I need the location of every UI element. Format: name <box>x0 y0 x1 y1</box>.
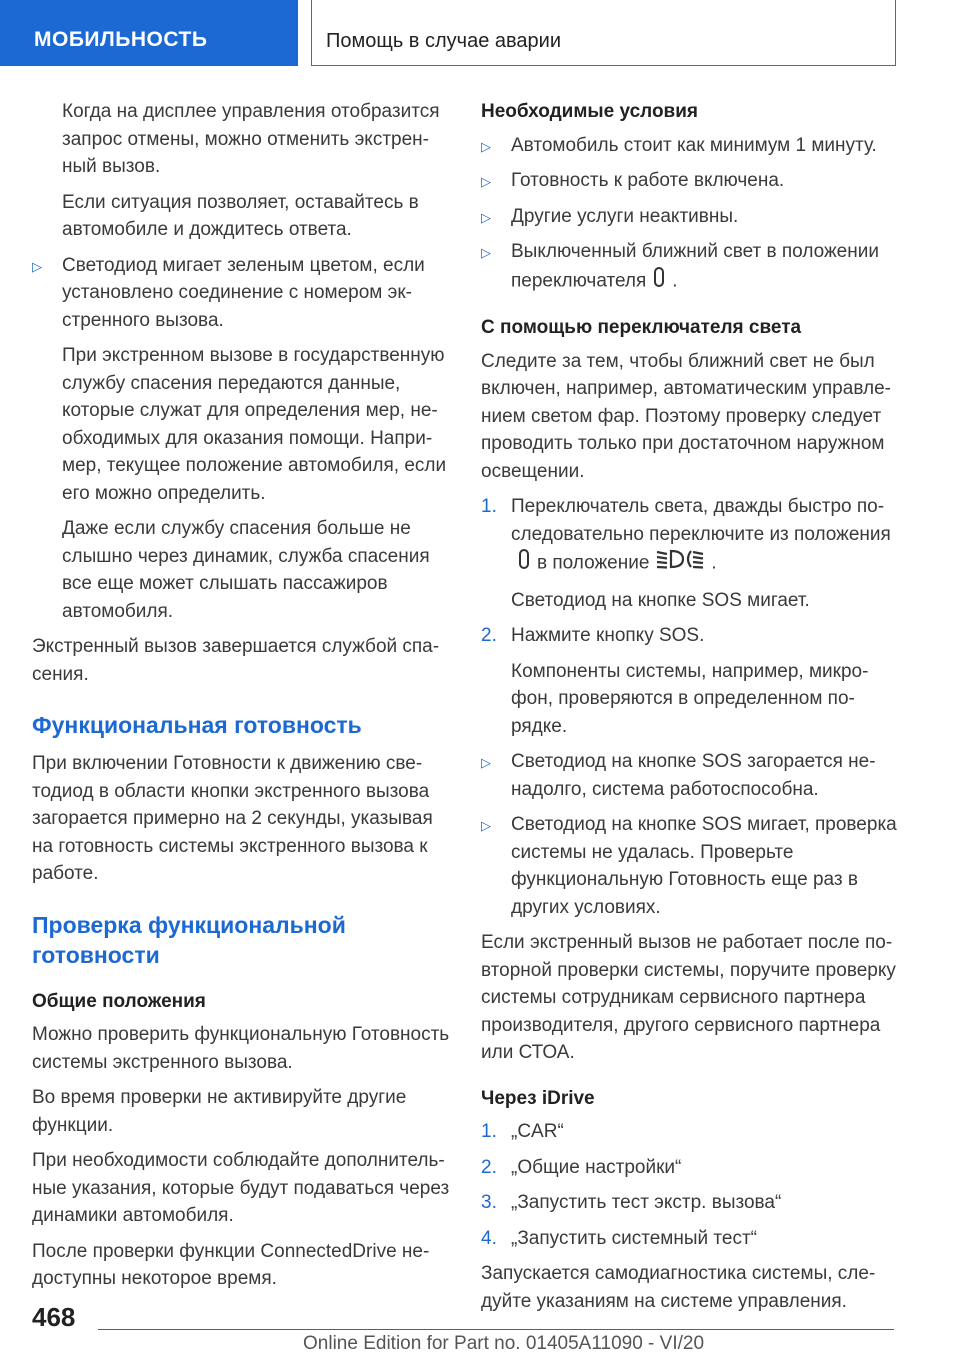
list-item: 2. „Общие настройки“ <box>481 1154 901 1182</box>
triangle-bullet-icon: ▷ <box>32 258 42 274</box>
subheading-requirements: Необходимые условия <box>481 101 699 122</box>
step-number: 2. <box>481 625 497 646</box>
right-column <box>481 98 901 1323</box>
list-item: 3. „Запустить тест экстр. вызова“ <box>481 1189 901 1217</box>
paragraph: Если ситуация позволяет, оставайтесь в автомобиле и дождитесь ответа. <box>62 191 419 240</box>
triangle-bullet-icon: ▷ <box>481 755 491 770</box>
paragraph: Если экстренный вызов не работает после повторной проверки системы, поручите проверку системы сотрудникам сервисного партнера производителя, другого сервисного партнера или СТОА. <box>481 932 896 1063</box>
list-item: ▷ Выключенный ближний свет в положении переключателя . <box>481 238 901 296</box>
paragraph: Запускается самодиагностика системы, следуйте указаниям на системе управления. <box>481 1263 876 1312</box>
subheading-general: Общие положения <box>32 990 206 1012</box>
step-number: 4. <box>481 1227 497 1249</box>
list-item: 4. „Запустить системный тест“ <box>481 1225 901 1253</box>
paragraph: При включении Готовности к движению светодиод в области кнопки экстренного вызова загорается примерно на 2 секунды, указывая на готовность системы экстренного вызова к работе. <box>32 753 433 884</box>
list-item: ▷ Светодиод на кнопке SOS мигает, проверка системы не удалась. Проверьте функциональную Готовность еще раз в других условиях. <box>481 814 897 918</box>
triangle-bullet-icon: ▷ <box>481 209 491 225</box>
triangle-bullet-icon: ▷ <box>481 818 491 833</box>
chapter-title: Помощь в случае аварии <box>311 0 896 66</box>
triangle-bullet-icon: ▷ <box>481 174 491 189</box>
triangle-bullet-icon: ▷ <box>481 245 491 260</box>
page-header <box>0 0 960 66</box>
paragraph: После проверки функции ConnectedDrive недоступны некоторое время. <box>32 1240 430 1289</box>
paragraph: Когда на дисплее управления отобразится запрос отмены, можно отменить экстренный вызов. <box>62 101 440 177</box>
list-item: ▷ Светодиод на кнопке SOS загорается ненадолго, система работоспособна. <box>481 751 876 800</box>
list-item: ▷ Автомобиль стоит как минимум 1 минуту. <box>481 132 901 160</box>
list-item: 2. Нажмите кнопку SOS. <box>481 622 901 650</box>
section-tab: МОБИЛЬНОСТЬ <box>0 0 298 66</box>
step-number: 1. <box>481 1121 497 1142</box>
edition-info: Online Edition for Part no. 01405A11090 - VI/20 <box>303 1333 705 1354</box>
step-number: 3. <box>481 1192 497 1213</box>
left-column <box>32 98 457 1301</box>
heading-ready: Функциональная готовность <box>32 712 362 738</box>
list-item: ▷ Светодиод мигает зеленым цветом, если установлено соединение с номером экстренного вызова. <box>32 254 425 331</box>
paragraph: Следите за тем, чтобы ближний свет не был включен, например, автоматическим управлением светом фар. Поэтому проверку следует проводить только при достаточном наружном освещении. <box>481 350 891 482</box>
heading-check: Проверка функциональной готовности <box>32 911 346 968</box>
subheading-switch: С помощью переключателя света <box>481 317 802 338</box>
light-off-icon <box>652 266 666 297</box>
list-item: ▷ Другие услуги неактивны. <box>481 203 901 231</box>
paragraph: Даже если службу спасения больше не слышно через динамик, служба спасения все еще может слышать пассажиров автомобиля. <box>62 518 430 622</box>
page-number: 468 <box>32 1302 76 1332</box>
paragraph: Экстренный вызов завершается службой спасения. <box>32 636 440 685</box>
paragraph: Компоненты системы, например, микрофон, проверяются в определенном порядке. <box>511 660 869 737</box>
light-off-icon <box>517 548 531 579</box>
paragraph: Во время проверки не активируйте другие функции. <box>32 1087 407 1136</box>
subheading-idrive: Через iDrive <box>481 1087 595 1109</box>
triangle-bullet-icon: ▷ <box>481 138 491 154</box>
footer-divider <box>98 1329 894 1330</box>
paragraph: При экстренном вызове в государственную службу спасения передаются данные, которые служат для определения мер, необходимых для оказания помощи. Например, текущее положение автомобиля, если его можно определить. <box>62 345 447 504</box>
paragraph: Светодиод на кнопке SOS мигает. <box>511 589 810 611</box>
step-number: 2. <box>481 1156 497 1178</box>
list-item: ▷ Готовность к работе включена. <box>481 167 901 195</box>
list-item: 1. Переключатель света, дважды быстро последовательно переключите из положенияв положение . <box>481 493 901 579</box>
list-item: 1. „CAR“ <box>481 1118 901 1146</box>
step-number: 1. <box>481 496 497 517</box>
low-beam-icon <box>655 548 705 579</box>
paragraph: При необходимости соблюдайте дополнительные указания, которые будут подаваться через динамики автомобиля. <box>32 1150 450 1226</box>
paragraph: Можно проверить функциональную Готовность системы экстренного вызова. <box>32 1024 450 1073</box>
